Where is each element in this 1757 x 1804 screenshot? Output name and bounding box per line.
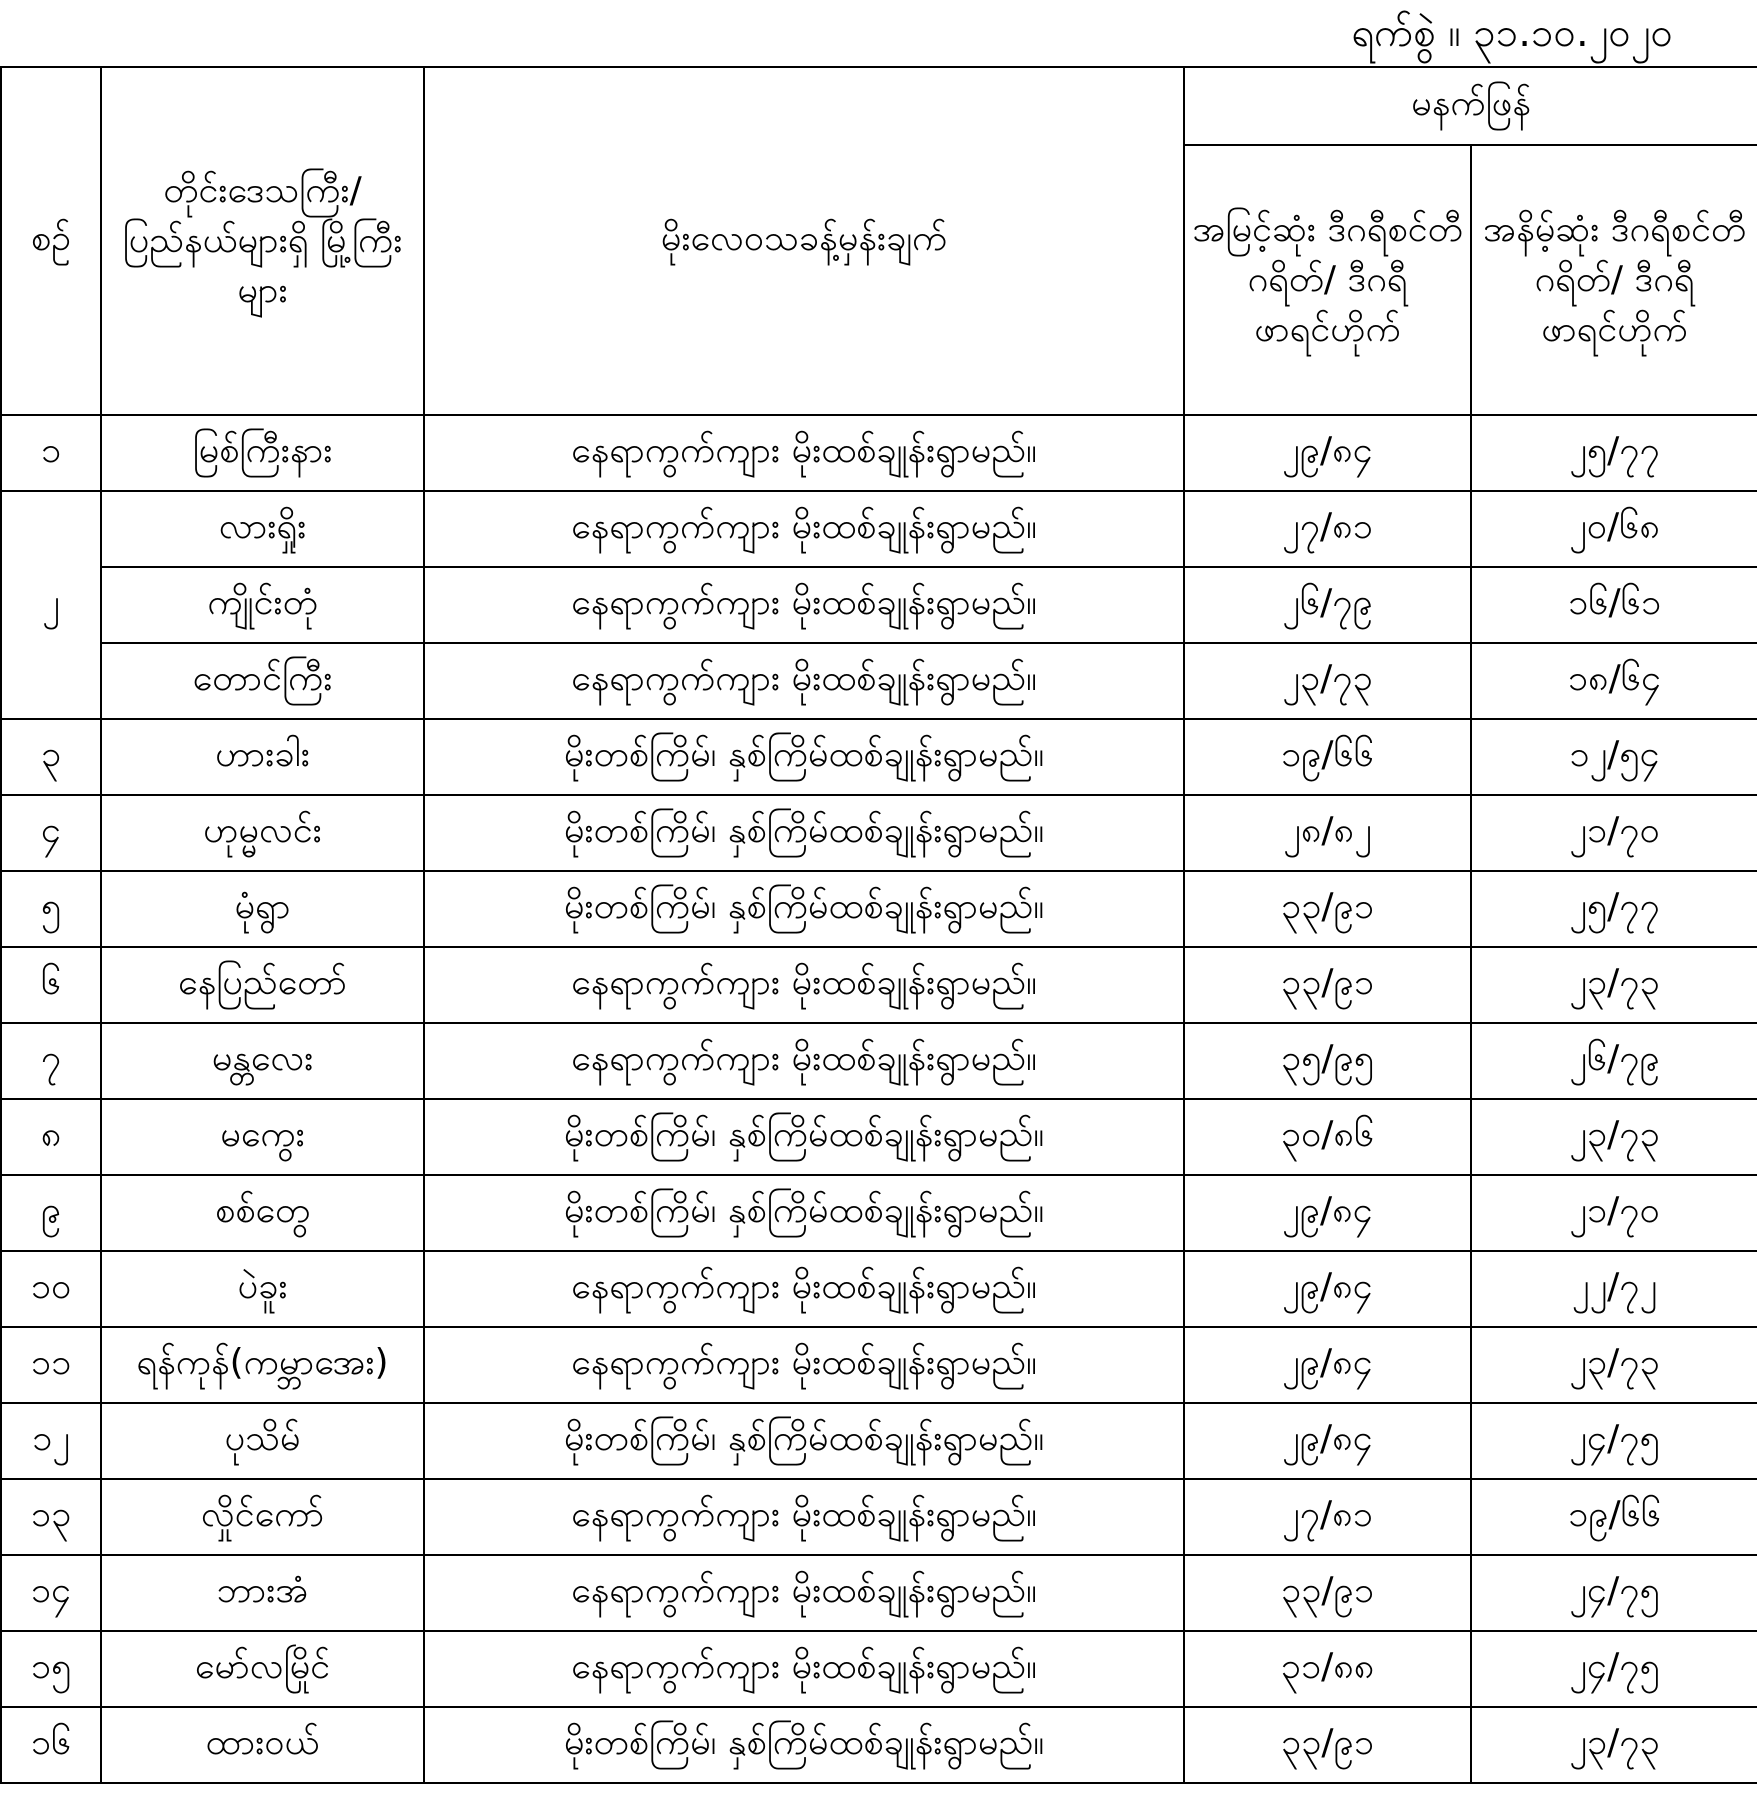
cell-city: မြစ်ကြီးနား bbox=[101, 415, 424, 491]
table-row bbox=[1, 871, 1757, 947]
table-row bbox=[1, 1707, 1757, 1783]
table-row bbox=[1, 1479, 1757, 1555]
table-row bbox=[1, 1099, 1757, 1175]
cell-no: ၂ bbox=[1, 491, 101, 719]
cell-min-temp: ၂၃/၇၃ bbox=[1471, 947, 1757, 1023]
cell-max-temp: ၂၉/၈၄ bbox=[1184, 415, 1471, 491]
cell-no: ၅ bbox=[1, 871, 101, 947]
cell-forecast: မိုးတစ်ကြိမ်၊ နှစ်ကြိမ်ထစ်ချုန်းရွာမည်။ bbox=[424, 1099, 1184, 1175]
cell-min-temp: ၂၀/၆၈ bbox=[1471, 491, 1757, 567]
cell-min-temp: ၂၁/၇၀ bbox=[1471, 795, 1757, 871]
cell-forecast: နေရာကွက်ကျား မိုးထစ်ချုန်းရွာမည်။ bbox=[424, 1023, 1184, 1099]
cell-forecast: နေရာကွက်ကျား မိုးထစ်ချုန်းရွာမည်။ bbox=[424, 567, 1184, 643]
cell-no: ၁၃ bbox=[1, 1479, 101, 1555]
table-row bbox=[1, 567, 1757, 643]
cell-forecast: နေရာကွက်ကျား မိုးထစ်ချုန်းရွာမည်။ bbox=[424, 1555, 1184, 1631]
cell-forecast: နေရာကွက်ကျား မိုးထစ်ချုန်းရွာမည်။ bbox=[424, 1479, 1184, 1555]
cell-min-temp: ၂၃/၇၃ bbox=[1471, 1327, 1757, 1403]
table-row bbox=[1, 1555, 1757, 1631]
cell-no: ၇ bbox=[1, 1023, 101, 1099]
cell-city: ဟားခါး bbox=[101, 719, 424, 795]
cell-forecast: နေရာကွက်ကျား မိုးထစ်ချုန်းရွာမည်။ bbox=[424, 415, 1184, 491]
cell-min-temp: ၂၃/၇၃ bbox=[1471, 1099, 1757, 1175]
cell-max-temp: ၃၃/၉၁ bbox=[1184, 871, 1471, 947]
header-forecast: မိုးလေဝသခန့်မှန်းချက် bbox=[424, 67, 1184, 415]
report-date: ရက်စွဲ ။ ၃၁.၁၀.၂၀၂၀ bbox=[1351, 10, 1673, 56]
cell-min-temp: ၁၂/၅၄ bbox=[1471, 719, 1757, 795]
table-row bbox=[1, 491, 1757, 567]
cell-forecast: နေရာကွက်ကျား မိုးထစ်ချုန်းရွာမည်။ bbox=[424, 643, 1184, 719]
cell-no: ၁ bbox=[1, 415, 101, 491]
cell-no: ၄ bbox=[1, 795, 101, 871]
cell-forecast: နေရာကွက်ကျား မိုးထစ်ချုန်းရွာမည်။ bbox=[424, 491, 1184, 567]
cell-forecast: နေရာကွက်ကျား မိုးထစ်ချုန်းရွာမည်။ bbox=[424, 1327, 1184, 1403]
cell-min-temp: ၂၆/၇၉ bbox=[1471, 1023, 1757, 1099]
cell-city: လားရှိုး bbox=[101, 491, 424, 567]
cell-min-temp: ၂၄/၇၅ bbox=[1471, 1403, 1757, 1479]
cell-city: ပုသိမ် bbox=[101, 1403, 424, 1479]
table-row bbox=[1, 415, 1757, 491]
cell-forecast: မိုးတစ်ကြိမ်၊ နှစ်ကြိမ်ထစ်ချုန်းရွာမည်။ bbox=[424, 871, 1184, 947]
table-row bbox=[1, 795, 1757, 871]
cell-min-temp: ၂၂/၇၂ bbox=[1471, 1251, 1757, 1327]
cell-min-temp: ၁၆/၆၁ bbox=[1471, 567, 1757, 643]
cell-city: ဘားအံ bbox=[101, 1555, 424, 1631]
cell-city: မော်လမြိုင် bbox=[101, 1631, 424, 1707]
cell-no: ၁၁ bbox=[1, 1327, 101, 1403]
table-row bbox=[1, 643, 1757, 719]
table-row bbox=[1, 719, 1757, 795]
cell-max-temp: ၂၇/၈၁ bbox=[1184, 1479, 1471, 1555]
cell-max-temp: ၂၉/၈၄ bbox=[1184, 1403, 1471, 1479]
header-no: စဉ် bbox=[1, 67, 101, 415]
cell-city: မန္တလေး bbox=[101, 1023, 424, 1099]
cell-city: ထားဝယ် bbox=[101, 1707, 424, 1783]
cell-city: မုံရွာ bbox=[101, 871, 424, 947]
table-row bbox=[1, 1403, 1757, 1479]
cell-city: တောင်ကြီး bbox=[101, 643, 424, 719]
cell-no: ၆ bbox=[1, 947, 101, 1023]
cell-forecast: နေရာကွက်ကျား မိုးထစ်ချုန်းရွာမည်။ bbox=[424, 947, 1184, 1023]
cell-min-temp: ၂၄/၇၅ bbox=[1471, 1555, 1757, 1631]
cell-max-temp: ၂၇/၈၁ bbox=[1184, 491, 1471, 567]
cell-no: ၁၅ bbox=[1, 1631, 101, 1707]
cell-city: မကွေး bbox=[101, 1099, 424, 1175]
cell-city: ကျိုင်းတုံ bbox=[101, 567, 424, 643]
cell-no: ၈ bbox=[1, 1099, 101, 1175]
cell-max-temp: ၃၃/၉၁ bbox=[1184, 1707, 1471, 1783]
cell-city: စစ်တွေ bbox=[101, 1175, 424, 1251]
cell-max-temp: ၃၃/၉၁ bbox=[1184, 947, 1471, 1023]
table-row bbox=[1, 1023, 1757, 1099]
cell-city: ပဲခူး bbox=[101, 1251, 424, 1327]
cell-forecast: မိုးတစ်ကြိမ်၊ နှစ်ကြိမ်ထစ်ချုန်းရွာမည်။ bbox=[424, 1707, 1184, 1783]
cell-max-temp: ၂၉/၈၄ bbox=[1184, 1175, 1471, 1251]
cell-min-temp: ၁၈/၆၄ bbox=[1471, 643, 1757, 719]
cell-forecast: မိုးတစ်ကြိမ်၊ နှစ်ကြိမ်ထစ်ချုန်းရွာမည်။ bbox=[424, 1175, 1184, 1251]
cell-no: ၁၆ bbox=[1, 1707, 101, 1783]
header-min-temp: အနိမ့်ဆုံး ဒီဂရီစင်တီဂရိတ်/ ဒီဂရီဖာရင်ဟိုက် bbox=[1471, 145, 1757, 415]
cell-no: ၁၂ bbox=[1, 1403, 101, 1479]
cell-forecast: နေရာကွက်ကျား မိုးထစ်ချုန်းရွာမည်။ bbox=[424, 1631, 1184, 1707]
cell-city: ဟုမ္မလင်း bbox=[101, 795, 424, 871]
cell-max-temp: ၂၈/၈၂ bbox=[1184, 795, 1471, 871]
cell-forecast: မိုးတစ်ကြိမ်၊ နှစ်ကြိမ်ထစ်ချုန်းရွာမည်။ bbox=[424, 719, 1184, 795]
cell-no: ၉ bbox=[1, 1175, 101, 1251]
cell-city: နေပြည်တော် bbox=[101, 947, 424, 1023]
weather-forecast-table bbox=[0, 66, 1757, 1784]
cell-max-temp: ၃၃/၉၁ bbox=[1184, 1555, 1471, 1631]
cell-max-temp: ၂၉/၈၄ bbox=[1184, 1327, 1471, 1403]
table-row bbox=[1, 1251, 1757, 1327]
cell-min-temp: ၂၅/၇၇ bbox=[1471, 415, 1757, 491]
cell-forecast: နေရာကွက်ကျား မိုးထစ်ချုန်းရွာမည်။ bbox=[424, 1251, 1184, 1327]
header-city: တိုင်းဒေသကြီး/ ပြည်နယ်များရှိ မြို့ကြီးများ bbox=[101, 67, 424, 415]
cell-no: ၃ bbox=[1, 719, 101, 795]
cell-max-temp: ၂၆/၇၉ bbox=[1184, 567, 1471, 643]
table-row bbox=[1, 1631, 1757, 1707]
cell-city: ရန်ကုန်(ကမ္ဘာအေး) bbox=[101, 1327, 424, 1403]
cell-forecast: မိုးတစ်ကြိမ်၊ နှစ်ကြိမ်ထစ်ချုန်းရွာမည်။ bbox=[424, 795, 1184, 871]
cell-min-temp: ၂၄/၇၅ bbox=[1471, 1631, 1757, 1707]
cell-no: ၁၄ bbox=[1, 1555, 101, 1631]
cell-max-temp: ၁၉/၆၆ bbox=[1184, 719, 1471, 795]
cell-min-temp: ၁၉/၆၆ bbox=[1471, 1479, 1757, 1555]
header-tomorrow: မနက်ဖြန် bbox=[1184, 67, 1757, 145]
cell-min-temp: ၂၅/၇၇ bbox=[1471, 871, 1757, 947]
cell-no: ၁၀ bbox=[1, 1251, 101, 1327]
header-max-temp: အမြင့်ဆုံး ဒီဂရီစင်တီဂရိတ်/ ဒီဂရီဖာရင်ဟိုက် bbox=[1184, 145, 1471, 415]
cell-min-temp: ၂၁/၇၀ bbox=[1471, 1175, 1757, 1251]
cell-max-temp: ၃၀/၈၆ bbox=[1184, 1099, 1471, 1175]
cell-max-temp: ၂၉/၈၄ bbox=[1184, 1251, 1471, 1327]
table-row bbox=[1, 947, 1757, 1023]
table-body bbox=[1, 415, 1757, 1783]
cell-max-temp: ၃၁/၈၈ bbox=[1184, 1631, 1471, 1707]
cell-forecast: မိုးတစ်ကြိမ်၊ နှစ်ကြိမ်ထစ်ချုန်းရွာမည်။ bbox=[424, 1403, 1184, 1479]
table-row bbox=[1, 1175, 1757, 1251]
cell-city: လှိုင်ကော် bbox=[101, 1479, 424, 1555]
cell-min-temp: ၂၃/၇၃ bbox=[1471, 1707, 1757, 1783]
cell-max-temp: ၂၃/၇၃ bbox=[1184, 643, 1471, 719]
table-row bbox=[1, 1327, 1757, 1403]
cell-max-temp: ၃၅/၉၅ bbox=[1184, 1023, 1471, 1099]
